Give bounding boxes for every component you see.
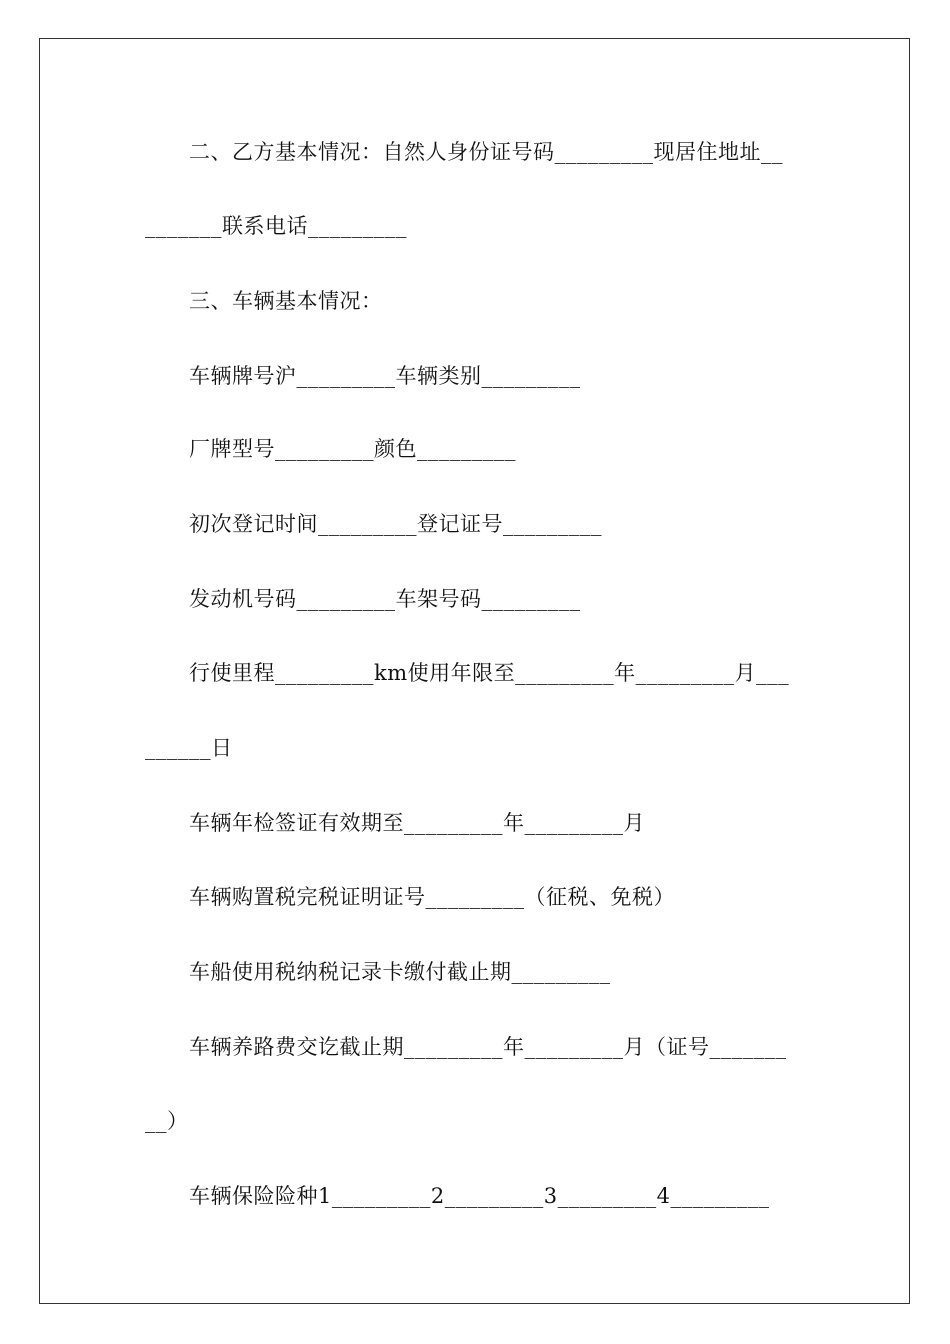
party-b-contact-line: _______联系电话_________ bbox=[145, 214, 407, 238]
engine-frame-line: 发动机号码_________车架号码_________ bbox=[189, 587, 581, 611]
mileage-line: 行使里程_________km使用年限至_________年_________月___ bbox=[189, 661, 790, 685]
insurance-types-line: 车辆保险险种1_________2_________3_________4_________ bbox=[189, 1184, 770, 1208]
brand-model-line: 厂牌型号_________颜色_________ bbox=[189, 437, 516, 461]
road-maintenance-fee-line-continued: __） bbox=[145, 1109, 189, 1133]
registration-line: 初次登记时间_________登记证号_________ bbox=[189, 512, 602, 536]
section-vehicle-heading: 三、车辆基本情况： bbox=[189, 289, 383, 313]
road-maintenance-fee-line: 车辆养路费交讫截止期_________年_________月（证号_______ bbox=[189, 1035, 787, 1059]
plate-number-line: 车辆牌号沪_________车辆类别_________ bbox=[189, 364, 581, 388]
annual-inspection-line: 车辆年检签证有效期至_________年_________月 bbox=[189, 811, 645, 835]
party-b-info-line: 二、乙方基本情况：自然人身份证号码_________现居住地址__ bbox=[189, 140, 783, 164]
purchase-tax-line: 车辆购置税完税证明证号_________（征税、免税） bbox=[189, 885, 675, 909]
mileage-line-continued: ______日 bbox=[145, 736, 233, 760]
vehicle-vessel-tax-line: 车船使用税纳税记录卡缴付截止期_________ bbox=[189, 960, 611, 984]
